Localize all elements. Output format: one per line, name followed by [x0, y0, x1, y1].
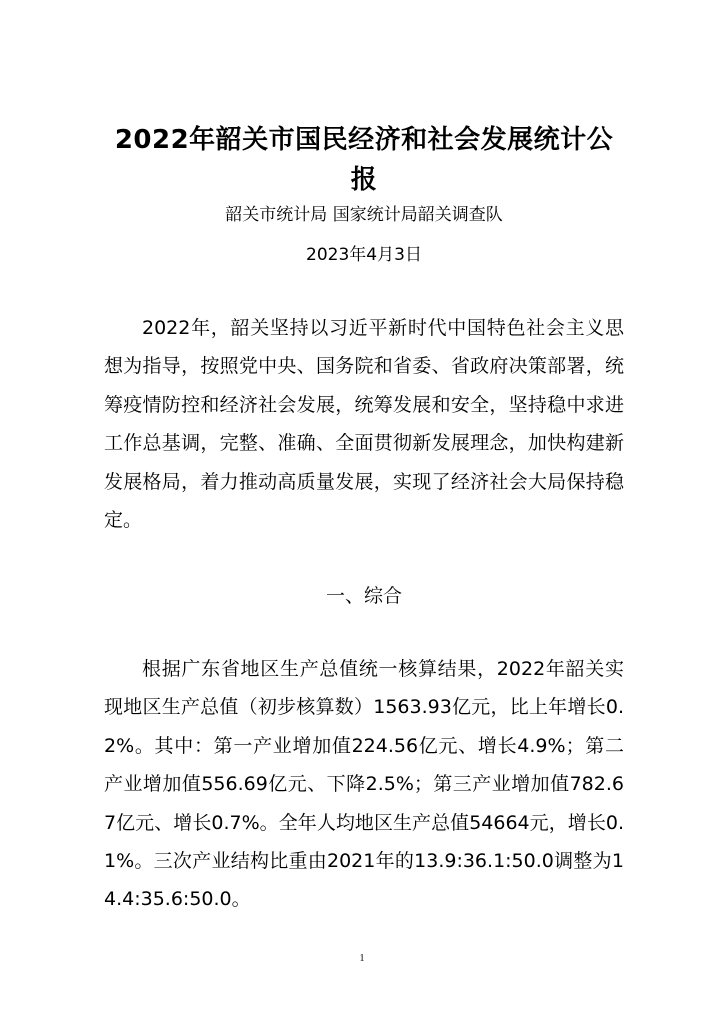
document-title: 2022年韶关市国民经济和社会发展统计公报	[114, 125, 614, 195]
section-heading: 一、综合	[325, 585, 402, 607]
section-paragraph: 根据广东省地区生产总值统一核算结果，2022年韶关实现地区生产总值（初步核算数）1563.93亿元，比上年增长0.2%。其中：第一产业增加值224.56亿元、增长4.9%；第二产业增加值556.69亿元、下降2.5%；第三产业增加值782.67亿元、增长0.7%。全年人均地区生产总值54664元，增长0.1%。三次产业结构比重由2021年的13.9:36.1:50.0调整为14.4:35.6:50.0。	[104, 658, 624, 911]
intro-paragraph: 2022年，韶关坚持以习近平新时代中国特色社会主义思想为指导，按照党中央、国务院和省委、省政府决策部署，统筹疫情防控和经济社会发展，统筹发展和安全，坚持稳中求进工作总基调，完整、准确、全面贯彻新发展理念，加快构建新发展格局，着力推动高质量发展，实现了经济社会大局保持稳定。	[104, 317, 624, 532]
page-number: 1	[359, 953, 365, 964]
document-date: 2023年4月3日	[306, 245, 422, 265]
document-authors: 韶关市统计局 国家统计局韶关调查队	[225, 205, 503, 225]
